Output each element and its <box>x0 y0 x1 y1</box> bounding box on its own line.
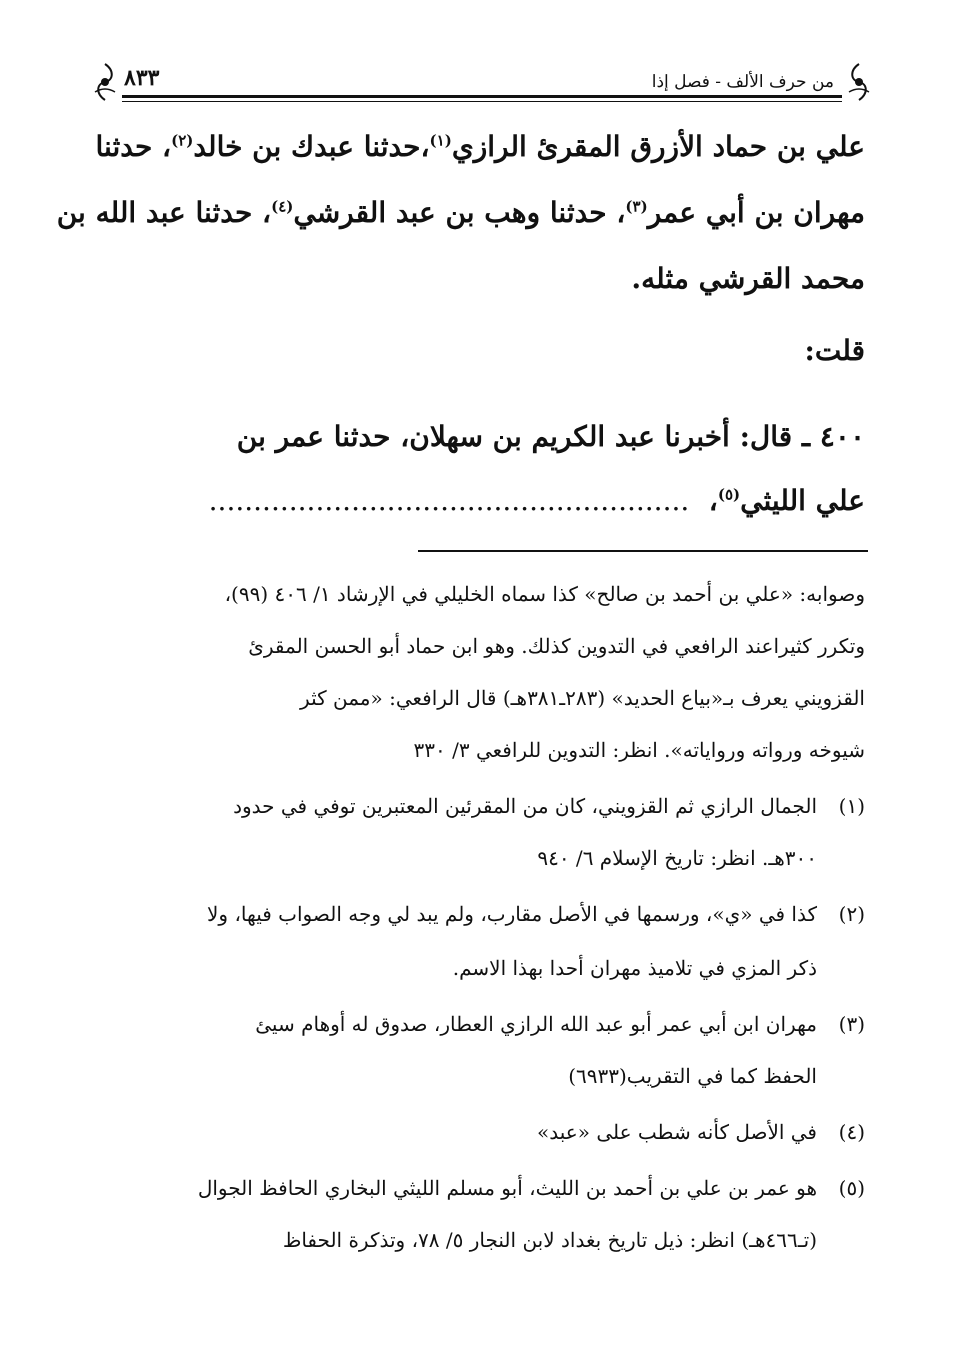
text-segment: ، حدثنا وهب بن عبد القرشي <box>293 196 626 229</box>
footnote-line: الجمال الرازي ثم القزويني، كان من المقرئين المعتبرين توفي في حدود <box>233 794 817 818</box>
footnote-ref-1[interactable]: (١) <box>429 131 452 150</box>
footnote-number: (٤) <box>838 1120 865 1144</box>
ornament-right-icon <box>846 62 872 102</box>
section-heading: قلت: <box>804 334 865 367</box>
footnote-continuation-line: وتكرر كثيراعند الرافعي في التدوين كذلك. وهو ابن حماد أبو الحسن المقرئ <box>248 634 865 658</box>
ellipsis-dots: ...................................................... <box>208 484 690 517</box>
footnote-continuation-line: وصوابه: «علي بن أحمد بن صالح» كذا سماه الخليلي في الإرشاد ١/ ٤٠٦ (٩٩)، <box>224 582 865 606</box>
footnote-line: هو عمر بن علي بن أحمد بن الليث، أبو مسلم الليثي البخاري الحافظ الجوال <box>197 1176 817 1200</box>
text-line-1 <box>95 130 865 163</box>
header-title: من حرف الألف - فصل إذا <box>651 72 834 92</box>
page-number: ٨٣٣ <box>124 65 160 91</box>
text-segment: علي بن حماد الأزرق المقرئ الرازي <box>451 130 865 163</box>
text-line-3: محمد القرشي مثله. <box>631 262 865 295</box>
text-segment: علي الليثي <box>740 484 865 517</box>
running-header <box>92 60 872 106</box>
footnote-line: الحفظ كما في التقريب(٦٩٣٣) <box>568 1064 817 1088</box>
footnote-ref-2[interactable]: (٢) <box>171 131 194 150</box>
footnote-line: في الأصل كأنه شطب على «عبد» <box>537 1120 817 1144</box>
footnote-number: (٢) <box>838 902 865 926</box>
text-segment: ، <box>708 484 718 517</box>
footnote-line: كذا في «ي»، ورسمها في الأصل مقارب، ولم يبد لي وجه الصواب فيها، ولا <box>207 902 817 926</box>
footnote-number: (١) <box>838 794 865 818</box>
footnote-ref-3[interactable]: (٣) <box>625 197 648 216</box>
header-rule-thick <box>122 95 842 98</box>
footnote-ref-4[interactable]: (٤) <box>271 197 294 216</box>
header-rule-thin <box>122 101 842 102</box>
footnote-line: (تـ٤٦٦هـ) انظر: ذيل تاريخ بغداد لابن النجار ٥/ ٧٨، وتذكرة الحفاظ <box>282 1228 817 1252</box>
ornament-left-icon <box>92 62 118 102</box>
text-line-5: ٤٠٠ ـ قال: أخبرنا عبد الكريم بن سهلان، حدثنا عمر بن <box>236 420 865 453</box>
footnote-continuation-line: شيوخه ورواته ورواياته». انظر: التدوين للرافعي ٣/ ٣٣٠ <box>413 738 865 762</box>
text-line-2 <box>56 196 865 229</box>
text-segment: ،حدثنا عبدك بن خالد <box>193 130 430 163</box>
text-segment: ، حدثنا <box>95 130 172 163</box>
text-segment: ، حدثنا عبد الله بن <box>56 196 272 229</box>
text-line-6 <box>98 484 865 517</box>
text-segment: مهران بن أبي عمر <box>647 196 865 229</box>
footnote-line: ذكر المزي في تلاميذ مهران أحدا بهذا الاسم. <box>452 956 817 980</box>
footnote-continuation-line: القزويني يعرف بـ«بياع الحديد» (٢٨٣ـ٣٨١هـ) قال الرافعي: «ممن كثر <box>300 686 865 710</box>
footnote-line: ٣٠٠هـ. انظر: تاريخ الإسلام ٦/ ٩٤٠ <box>537 846 817 870</box>
footnote-ref-5[interactable]: (٥) <box>717 485 741 504</box>
footnote-line: مهران ابن أبي عمر أبو عبد الله الرازي العطار، صدوق له أوهام سيئ <box>255 1012 817 1036</box>
footnote-number: (٣) <box>838 1012 865 1036</box>
footnote-separator <box>418 550 868 552</box>
footnote-number: (٥) <box>838 1176 865 1200</box>
